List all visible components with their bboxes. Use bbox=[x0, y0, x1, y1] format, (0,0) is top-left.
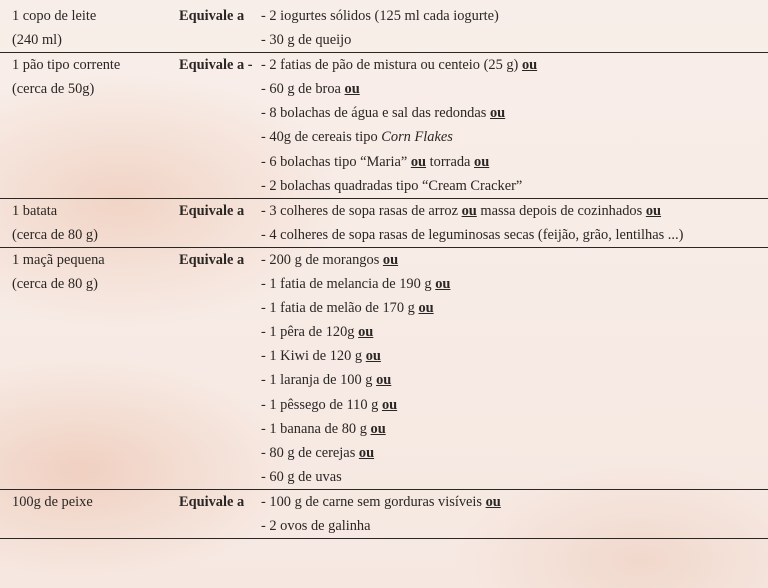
ou-connector: ou bbox=[474, 153, 490, 170]
equivalent-option bbox=[261, 514, 768, 538]
ou-connector: ou bbox=[358, 324, 374, 341]
equivalents-cell bbox=[261, 53, 768, 199]
option-text: - 30 g de queijo bbox=[261, 32, 352, 49]
ou-connector: ou bbox=[381, 396, 398, 413]
equivale-label: Equivale a - bbox=[179, 53, 261, 199]
equivalents-cell bbox=[261, 4, 768, 53]
food-item-line: (cerca de 50g) bbox=[12, 81, 95, 98]
option-text: - 8 bolachas de água e sal das redondas bbox=[261, 105, 490, 122]
food-equivalents-table bbox=[0, 4, 768, 539]
ou-connector: ou bbox=[489, 105, 506, 122]
equivalent-option bbox=[261, 368, 768, 392]
option-text: massa depois de cozinhados bbox=[476, 202, 646, 219]
ou-connector: ou bbox=[358, 444, 375, 461]
ou-connector: ou bbox=[382, 251, 399, 268]
option-text: - 2 ovos de galinha bbox=[261, 517, 371, 534]
option-text: - 1 fatia de melão de 170 g bbox=[261, 300, 419, 317]
food-item-line: 1 batata bbox=[12, 202, 58, 219]
food-item-line: 100g de peixe bbox=[12, 493, 93, 510]
equivalent-option bbox=[261, 248, 768, 272]
equivalent-option bbox=[261, 101, 768, 125]
option-text: - 1 banana de 80 g bbox=[261, 420, 371, 437]
ou-connector: ou bbox=[521, 57, 538, 74]
equivalent-option bbox=[261, 441, 768, 465]
option-text: - 80 g de cerejas bbox=[261, 444, 359, 461]
option-text: - 60 g de broa bbox=[261, 81, 345, 98]
equivalent-option bbox=[261, 28, 768, 52]
equivalent-option bbox=[261, 125, 768, 149]
option-text: - 60 g de uvas bbox=[261, 468, 342, 485]
option-text: - 1 fatia de melancia de 190 g bbox=[261, 276, 436, 293]
equivalent-option bbox=[261, 296, 768, 320]
equivalent-option bbox=[261, 174, 768, 198]
food-item-cell bbox=[0, 247, 179, 489]
ou-connector: ou bbox=[645, 202, 662, 219]
ou-connector: ou bbox=[365, 348, 381, 365]
equivalent-option bbox=[261, 417, 768, 441]
food-item-cell bbox=[0, 489, 179, 538]
food-item-cell bbox=[0, 4, 179, 53]
equivalent-option bbox=[261, 223, 768, 247]
option-text: - 1 pêra de 120g bbox=[261, 324, 359, 341]
food-item-line: (cerca de 80 g) bbox=[12, 276, 98, 293]
option-text: - 200 g de morangos bbox=[261, 251, 383, 268]
equivale-label: Equivale a bbox=[179, 198, 261, 247]
table-row bbox=[0, 247, 768, 489]
equivalent-option bbox=[261, 53, 768, 77]
food-item-line: 1 pão tipo corrente bbox=[12, 57, 121, 74]
option-text: - 1 laranja de 100 g bbox=[261, 372, 377, 389]
table-body bbox=[0, 4, 768, 539]
equivalent-option bbox=[261, 490, 768, 514]
table-row bbox=[0, 4, 768, 53]
ou-connector: ou bbox=[376, 372, 392, 389]
ou-connector: ou bbox=[370, 420, 386, 437]
ou-connector: ou bbox=[485, 493, 501, 510]
ou-connector: ou bbox=[435, 276, 451, 293]
equivale-label: Equivale a bbox=[179, 247, 261, 489]
food-item-line: 1 maçã pequena bbox=[12, 251, 105, 268]
food-item-cell bbox=[0, 53, 179, 199]
equivalent-option bbox=[261, 272, 768, 296]
food-item-line: (240 ml) bbox=[12, 32, 62, 49]
equivalent-option bbox=[261, 77, 768, 101]
ou-connector: ou bbox=[410, 153, 427, 170]
equivalent-option bbox=[261, 4, 768, 28]
equivalent-option bbox=[261, 150, 768, 174]
equivale-label: Equivale a bbox=[179, 8, 245, 24]
option-text: - 40g de cereais tipo bbox=[261, 129, 382, 146]
ou-connector: ou bbox=[461, 202, 477, 219]
equivalent-option bbox=[261, 344, 768, 368]
equivalent-option bbox=[261, 320, 768, 344]
food-item-line: (cerca de 80 g) bbox=[12, 226, 98, 243]
equivalents-cell bbox=[261, 489, 768, 538]
food-item-cell bbox=[0, 198, 179, 247]
option-text: - 2 iogurtes sólidos (125 ml cada iogurte) bbox=[261, 8, 499, 24]
option-text: - 100 g de carne sem gorduras visíveis bbox=[261, 493, 486, 510]
option-text: - 6 bolachas tipo “Maria” bbox=[261, 153, 411, 170]
option-text: - 2 bolachas quadradas tipo “Cream Cracker” bbox=[261, 177, 523, 194]
equivalents-cell bbox=[261, 247, 768, 489]
ou-connector: ou bbox=[418, 300, 434, 317]
equivalent-option bbox=[261, 199, 768, 223]
option-text: - 1 Kiwi de 120 g bbox=[261, 348, 366, 365]
option-text: - 1 pêssego de 110 g bbox=[261, 396, 382, 413]
equivalent-option bbox=[261, 465, 768, 489]
equivalents-cell bbox=[261, 198, 768, 247]
equivalent-option bbox=[261, 393, 768, 417]
option-text: - 3 colheres de sopa rasas de arroz bbox=[261, 202, 462, 219]
brand-name: Corn Flakes bbox=[381, 129, 453, 146]
table-row bbox=[0, 53, 768, 199]
table-row bbox=[0, 198, 768, 247]
equivale-label: Equivale a bbox=[179, 489, 261, 538]
option-text: - 4 colheres de sopa rasas de leguminosas secas (feijão, grão, lentilhas ...) bbox=[261, 226, 684, 243]
food-item-line: 1 copo de leite bbox=[12, 8, 97, 24]
ou-connector: ou bbox=[344, 81, 360, 98]
option-text: - 2 fatias de pão de mistura ou centeio (25 g) bbox=[261, 57, 522, 74]
option-text: torrada bbox=[426, 153, 475, 170]
table-row bbox=[0, 489, 768, 538]
